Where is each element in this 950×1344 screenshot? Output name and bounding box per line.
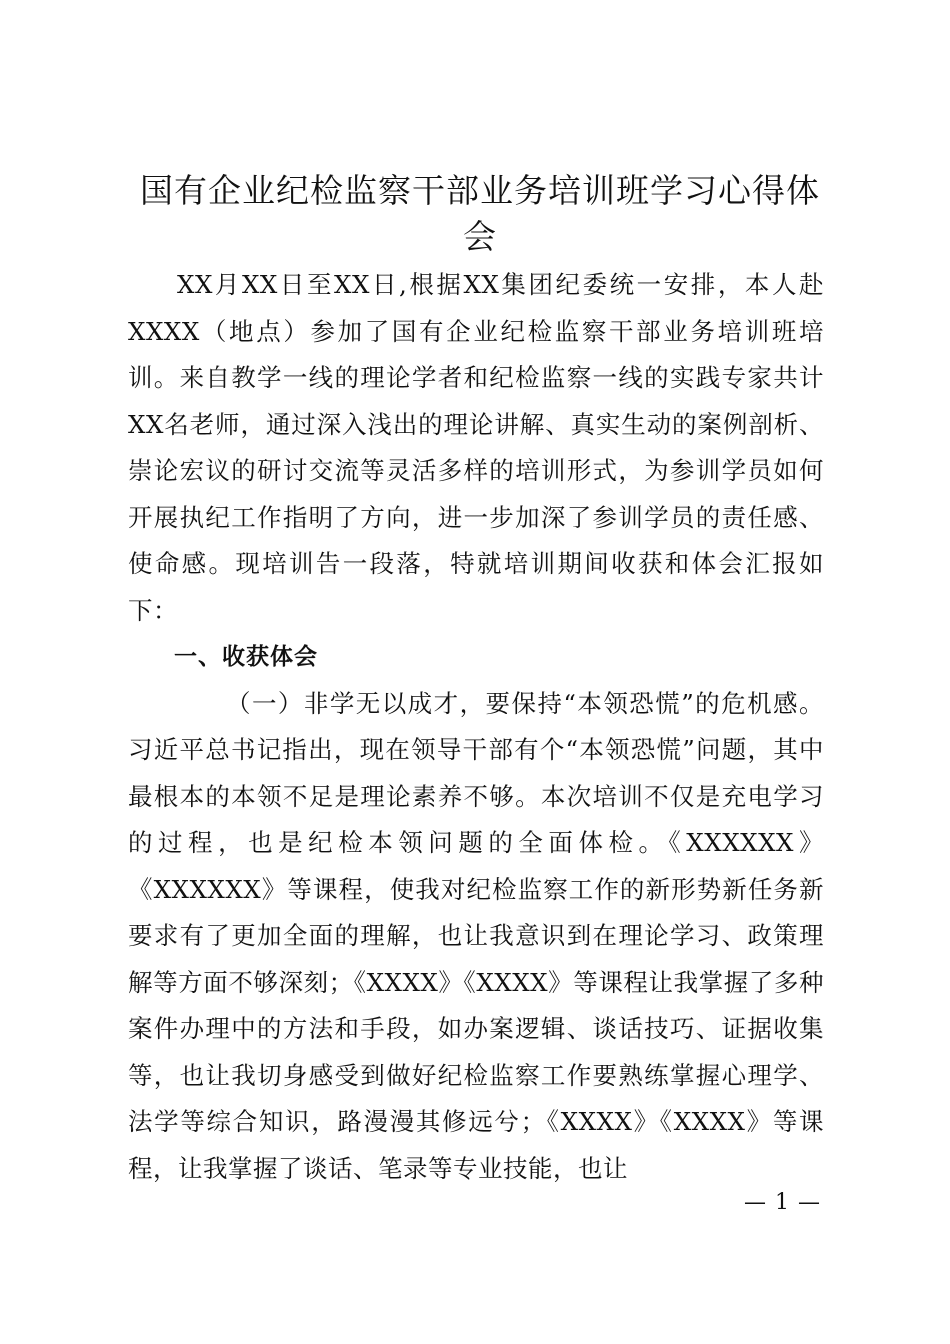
section-heading: 一、收获体会 bbox=[174, 644, 318, 670]
page-number: — 1 — bbox=[744, 1190, 821, 1215]
intro-paragraph: XX月XX日至XX日,根据XX集团纪委统一安排，本人赴XXXX（地点）参加了国有企业纪检监察干部业务培训班培训。来自教学一线的理论学者和纪检监察一线的实践专家共计XX名老师，通过深入浅出的理论讲解、真实生动的案例剖析、崇论宏议的研讨交流等灵活多样的培训形式，为参训学员如何开展执纪工作指明了方向，进一步加深了参训学员的责任感、使命感。现培训告一段落，特就培训期间收获和体会汇报如下： bbox=[128, 270, 824, 625]
document-title: 国有企业纪检监察干部业务培训班学习心得体会 bbox=[140, 171, 820, 256]
document-body bbox=[128, 262, 824, 1192]
subsection-paragraph: （一）非学无以成才，要保持“本领恐慌”的危机感。习近平总书记指出，现在领导干部有个“本领恐慌”问题，其中最根本的本领不足是理论素养不够。本次培训不仅是充电学习的过程，也是纪检本领问题的全面体检。《XXXXXX》《XXXXXX》等课程，使我对纪检监察工作的新形势新任务新要求有了更加全面的理解，也让我意识到在理论学习、政策理解等方面不够深刻；《XXXX》《XXXX》等课程让我掌握了多种案件办理中的方法和手段，如办案逻辑、谈话技巧、证据收集等，也让我切身感受到做好纪检监察工作要熟练掌握心理学、法学等综合知识，路漫漫其修远兮；《XXXX》《XXXX》等课程，让我掌握了谈话、笔录等专业技能，也让 bbox=[128, 688, 824, 1183]
